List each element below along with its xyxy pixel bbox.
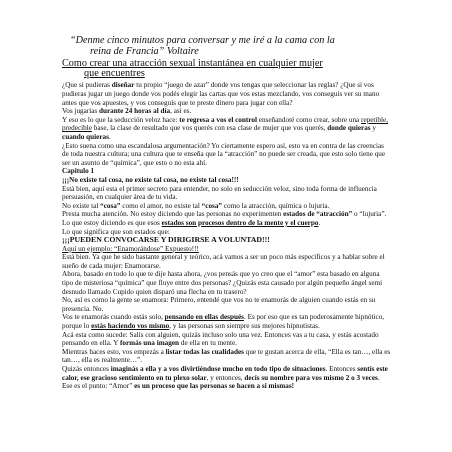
text-run: Vos jugarías <box>62 107 99 116</box>
section-heading-2: ¡¡¡PUEDEN CONVOCARSE Y DIRIGIRSE A VOLUNTAD!!! <box>62 235 270 245</box>
bold-run: cuando quieras <box>62 132 109 141</box>
paragraph-16 <box>62 365 392 382</box>
text-run: , y entonces, <box>206 373 245 382</box>
text-run: . <box>108 132 111 141</box>
quote-line-2: reina de Francia” Voltaire <box>90 45 199 57</box>
paragraph-1 <box>62 81 392 107</box>
bold-underlined-run: pensando en ellas después <box>164 313 244 322</box>
paragraph-15 <box>62 348 392 365</box>
text-run: . Entonces <box>325 365 358 373</box>
text-run: base, la clase de resultado que vos querés con esa clase de mujer que vos querés, <box>91 124 328 133</box>
bold-underlined-run: estás haciendo vos mismo <box>91 322 170 331</box>
text-run: , y las personas son siempre sus mejores hipnotistas. <box>169 322 320 331</box>
paragraph-12: No, así es como la gente se enamora: Primero, entendé que vos no te enamorás de alguien cuando estás en su presencia. No. <box>62 296 376 313</box>
text-run: como la atracción, química o lujuria. <box>222 201 330 210</box>
bold-run: listar todas las cualidades <box>165 347 244 356</box>
text-run: y <box>370 124 376 133</box>
example-heading: Aquí un ejemplo: “Enamorándose” Expuesto!!! <box>62 244 199 253</box>
text-run: , así es. <box>170 107 192 116</box>
bold-run: estados de “atracción” <box>283 210 353 219</box>
paragraph-10: Está bien. Ya que he sido bastante general y teórico, acá vamos a ser un poco más específicos y a hablar sobre el sueño de cada mujer: Enamorarse. <box>62 253 385 270</box>
bold-run: es un proceso que las personas se hacen a si mismas! <box>134 382 295 391</box>
bold-run: sentís este calor, ese gracioso sentimiento en tu plexo solar <box>62 365 388 382</box>
title-line-2: que encuentres <box>84 68 145 79</box>
text-run: . <box>377 373 380 382</box>
paragraph-7 <box>62 210 392 227</box>
bold-run: “cosa” <box>100 201 121 210</box>
text-run: Ese es el punto: “Amor” <box>62 382 135 391</box>
text-run: o “lujuria”. Lo que estoy diciendo es que esos <box>62 210 387 227</box>
text-run: Quizás entonces <box>62 365 111 373</box>
title-line-1: Como crear una atracción sexual instantánea en cualquier mujer <box>62 57 323 69</box>
text-run: que te gustan acerca de ella, “Ella es tan…, ella es tan…, ella es realmente…”. <box>62 347 391 365</box>
paragraph-2 <box>62 107 392 116</box>
epigraph-quote <box>70 36 392 58</box>
bold-run: te regresa a vos el control <box>179 115 257 124</box>
chapter-heading: Capitulo 1 <box>62 167 95 176</box>
quote-line-1: “Denme cinco minutos para conversar y me iré a la cama con la <box>70 35 335 46</box>
paragraph-4: ¿Esto suena como una escandalosa argumentación? Yo ciertamente espero así, esto va en contra de las creencias de toda nuestra cultura; una cultura que te enseña que la “atracción” no puede ser creada, que esto solo tiene que ser un asunto de “química”, que esto o no esta ahí. <box>62 141 386 167</box>
bold-run: imaginás a ella y a vos divirtiéndose mucho en todo tipo de situaciones <box>110 365 326 373</box>
paragraph-6 <box>62 202 392 211</box>
text-run: Y eso es lo que la seducción veloz hace: <box>62 115 180 124</box>
text-run: de ella en tu mente. <box>179 339 237 348</box>
text-run: como el amor, no existe tal <box>120 201 202 210</box>
text-run: . <box>318 218 321 227</box>
bold-run: “cosa” <box>201 201 223 210</box>
section-heading-1: ¡¡¡No existe tal cosa, no existe tal cosa, no existe tal cosa!!! <box>62 175 239 184</box>
underlined-run: repetible, predecible <box>62 115 388 133</box>
paragraph-5: Está bien, aquí esta el primer secreto para entender, no solo en seducción veloz, sino toda forma de influencia persuasión, en cualquier área de tu vida. <box>62 184 377 202</box>
document-title <box>62 59 392 80</box>
bold-run: diseñar <box>111 81 135 90</box>
paragraph-14 <box>62 331 392 348</box>
paragraph-11: Ahora, basado en todo lo que te dije hasta ahora, ¿vos pensás que yo creo que el “amor” esta basado en alguna tipo de misteriosa “química” que fluye entre dos personas? ¿Quizás esta causado por algún pequeño ángel semi desnudo llamado Cupido quien disparó una flecha en tu trasero? <box>62 270 383 296</box>
bold-run: decís su nombre para vos mismo 2 o 3 veces <box>244 373 378 382</box>
bold-underlined-run: estados son procesos dentro de la mente y el cuerpo <box>161 218 319 227</box>
text-run: ¿Que si pudieras <box>62 81 112 90</box>
paragraph-3 <box>62 116 392 142</box>
text-run: enseñandoté como crear, sobre una <box>256 115 362 124</box>
text-run: No existe tal <box>62 201 101 210</box>
text-run: Presta mucha atención. No estoy diciendo que las personas no experimenten <box>62 210 284 219</box>
paragraph-8: Lo que significa que son estados que: <box>62 227 170 236</box>
bold-run: formás una imagen <box>119 339 180 348</box>
text-run: . Es por eso que es tan poderosamente hipnótico, porque lo <box>62 313 385 331</box>
text-run: Mientras haces esto, vos empezás a <box>62 347 166 356</box>
paragraph-13 <box>62 313 392 330</box>
bold-run: donde quieras <box>327 124 371 133</box>
text-run: Vos te enamorás cuando estás solo, <box>62 313 165 322</box>
bold-run: durante 24 horas al día <box>99 107 171 116</box>
paragraph-17 <box>62 382 392 391</box>
text-run: tu propio “juego de azar” donde vos tengas que seleccionar las reglas? ¿Que si vos pudieras jugar un juego donde vos podés elegir las cartas que vos estas mezclando, vos conseguís ver su mano antes que vos apuestes, y vos conseguís que te preste dinero para jugar con ella? <box>62 81 380 107</box>
text-run: Acá esta como sucede: Salís con alguien, quizás incluso solo una vez. Entonces vas a tu casa, y estás acostado pensando en ella. Y <box>62 330 379 348</box>
